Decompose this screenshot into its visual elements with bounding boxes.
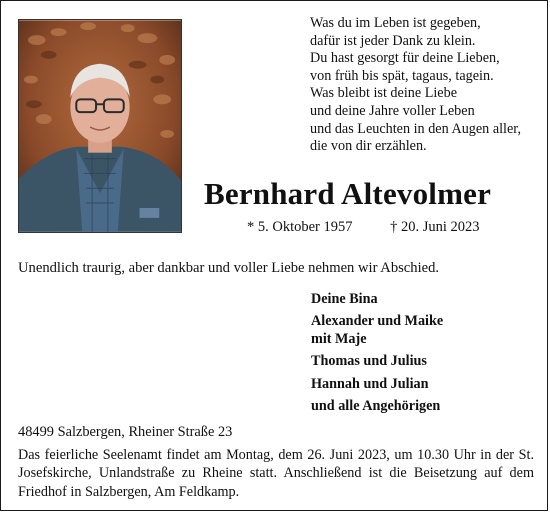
death-date: † 20. Juni 2023 (390, 219, 480, 235)
mourners-list (311, 291, 443, 420)
poem-line: von früh bis spät, tagaus, tagein. (310, 67, 494, 84)
mourner-entry (311, 313, 443, 348)
deceased-name: Bernhard Altevolmer (204, 176, 492, 211)
poem-line: Was du im Leben ist gegeben, (310, 15, 481, 31)
mourner-entry (311, 398, 443, 415)
mourner-line: und alle Angehörigen (311, 398, 441, 415)
mourner-line: Hannah und Julian (311, 375, 429, 392)
mourner-entry (311, 353, 443, 370)
birth-date: * 5. Oktober 1957 (247, 219, 353, 235)
mourner-line: Alexander und Maike (311, 313, 444, 330)
poem-line: und deine Jahre voller Leben (310, 102, 475, 119)
life-dates (247, 219, 480, 236)
mourner-line: mit Maje (311, 330, 367, 347)
mourner-line: Deine Bina (311, 291, 378, 307)
portrait-photo (18, 19, 182, 233)
mourner-entry (311, 376, 443, 393)
service-details: Das feierliche Seelenamt findet am Montag, dem 26. Juni 2023, um 10.30 Uhr in der St. Josefskirche, Unlandstraße zu Rheine statt. Anschließend ist die Beisetzung auf dem Friedhof in Salzbergen, Am Feldkamp. (18, 447, 534, 500)
poem-line: und das Leuchten in den Augen aller, (310, 120, 521, 137)
mourner-entry (311, 291, 443, 308)
poem-line: dafür ist jeder Dank zu klein. (310, 32, 476, 49)
poem-line: Was bleibt ist deine Liebe (310, 85, 457, 102)
memorial-poem (310, 15, 542, 156)
poem-line: die von dir erzählen. (310, 138, 427, 155)
farewell-statement: Unendlich traurig, aber dankbar und voller Liebe nehmen wir Abschied. (18, 260, 440, 276)
poem-line: Du hast gesorgt für deine Lieben, (310, 50, 500, 67)
family-address: 48499 Salzbergen, Rheiner Straße 23 (18, 424, 233, 440)
mourner-line: Thomas und Julius (311, 353, 427, 370)
